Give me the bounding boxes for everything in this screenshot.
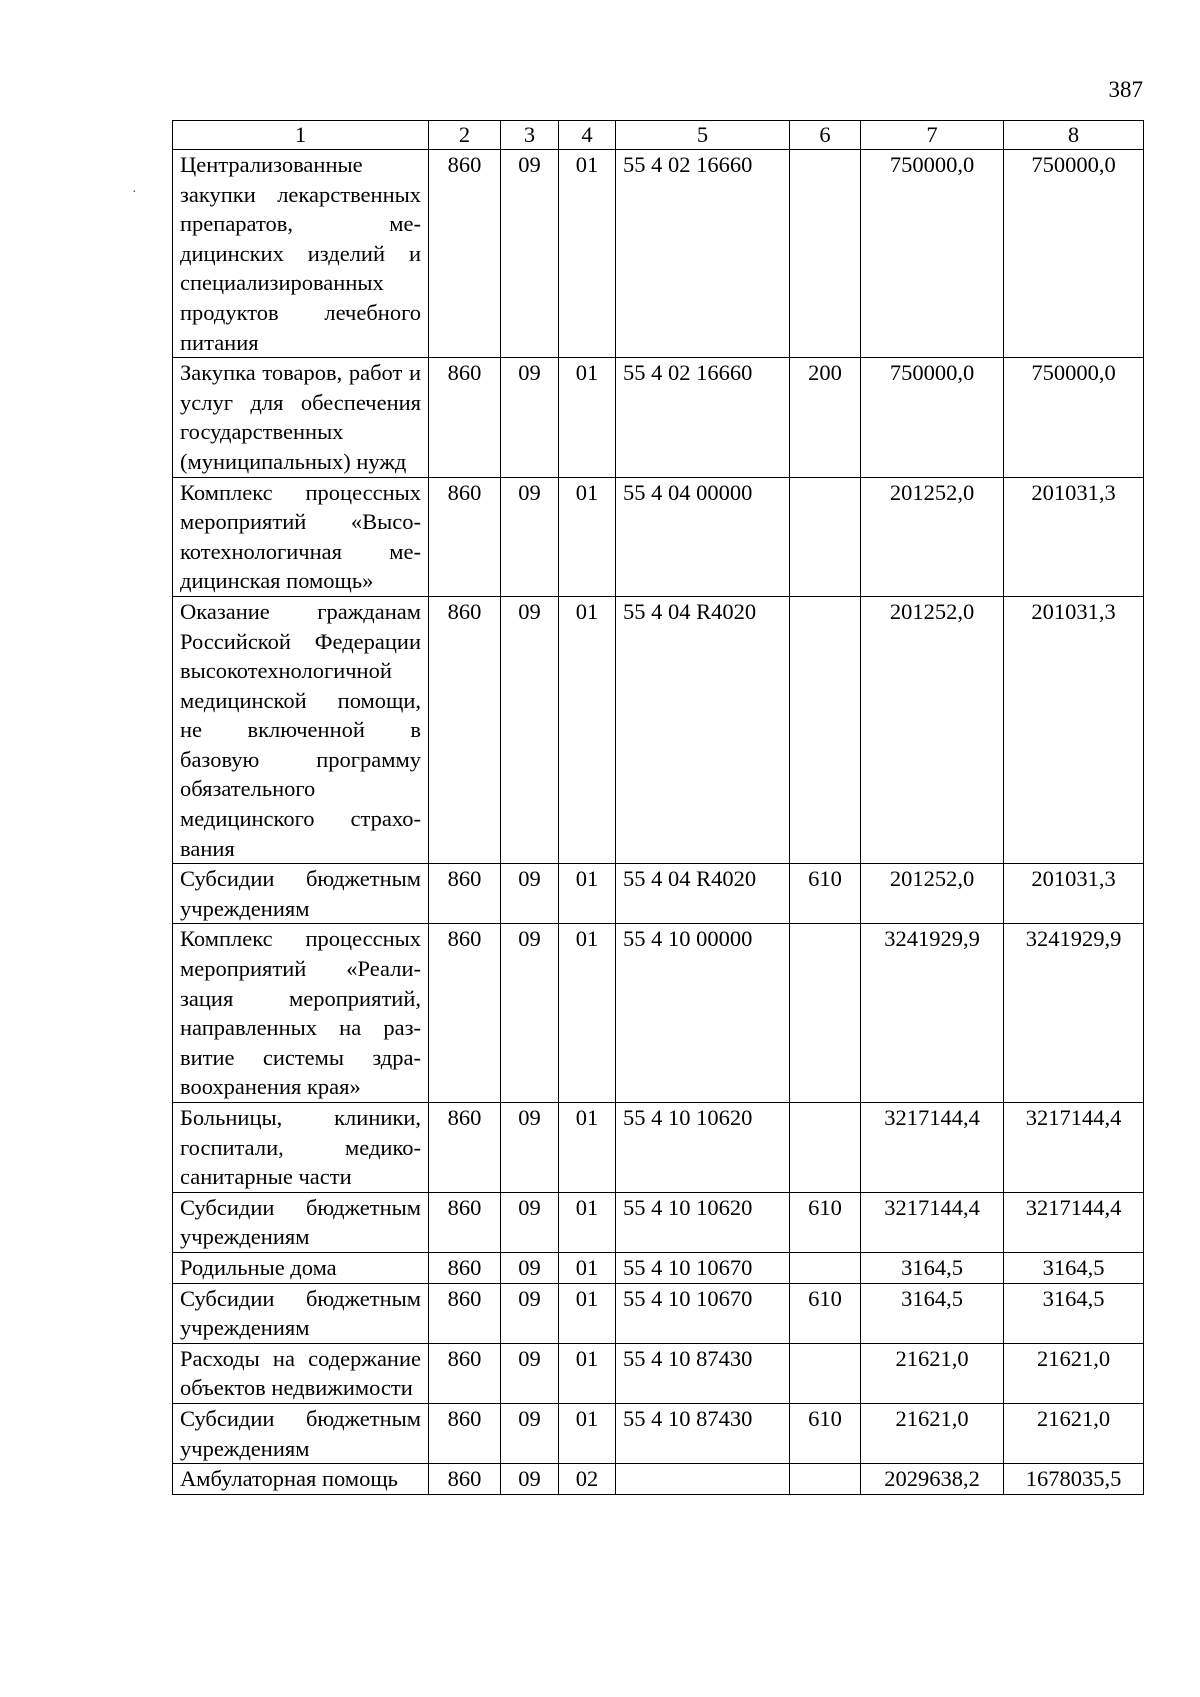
- row-subsection: 01: [559, 924, 616, 1103]
- row-expense-type: 610: [790, 1403, 861, 1463]
- row-ministry-code: 860: [429, 358, 501, 477]
- row-name: Родильные дома: [173, 1252, 429, 1283]
- row-amount-1: 3164,5: [861, 1252, 1004, 1283]
- row-expense-type: 200: [790, 358, 861, 477]
- header-col-6: 6: [790, 121, 861, 150]
- row-amount-2: 3164,5: [1004, 1283, 1144, 1343]
- budget-table: [172, 120, 1144, 1495]
- row-amount-2: 3241929,9: [1004, 924, 1144, 1103]
- row-target-article: 55 4 10 10620: [616, 1103, 790, 1193]
- row-section: 09: [501, 1192, 559, 1252]
- row-section: 09: [501, 1283, 559, 1343]
- header-col-2: 2: [429, 121, 501, 150]
- row-section: 09: [501, 1343, 559, 1403]
- header-col-1: 1: [173, 121, 429, 150]
- row-target-article: 55 4 04 R4020: [616, 864, 790, 924]
- row-ministry-code: 860: [429, 1464, 501, 1495]
- row-name: Централизованные закупки лекарственных препаратов, медицинских изделий и специализированных продуктов лечебного питания: [173, 150, 429, 358]
- row-amount-1: 3217144,4: [861, 1103, 1004, 1193]
- row-target-article: 55 4 10 10670: [616, 1252, 790, 1283]
- row-expense-type: 610: [790, 1192, 861, 1252]
- header-col-3: 3: [501, 121, 559, 150]
- row-name: Субсидии бюджетным учреждениям: [173, 864, 429, 924]
- row-amount-2: 3217144,4: [1004, 1192, 1144, 1252]
- row-amount-1: 21621,0: [861, 1343, 1004, 1403]
- row-amount-2: 3217144,4: [1004, 1103, 1144, 1193]
- row-amount-1: 750000,0: [861, 358, 1004, 477]
- row-target-article: 55 4 10 00000: [616, 924, 790, 1103]
- row-name: Субсидии бюджетным учреждениям: [173, 1192, 429, 1252]
- row-name: Расходы на содержание объектов недвижимости: [173, 1343, 429, 1403]
- row-name: Субсидии бюджетным учреждениям: [173, 1283, 429, 1343]
- row-ministry-code: 860: [429, 864, 501, 924]
- row-subsection: 01: [559, 864, 616, 924]
- row-amount-2: 21621,0: [1004, 1343, 1144, 1403]
- table-row: [173, 1192, 1144, 1252]
- row-expense-type: [790, 596, 861, 863]
- row-expense-type: [790, 477, 861, 596]
- row-subsection: 01: [559, 1283, 616, 1343]
- row-target-article: [616, 1464, 790, 1495]
- row-amount-2: 750000,0: [1004, 358, 1144, 477]
- row-expense-type: [790, 1252, 861, 1283]
- row-expense-type: 610: [790, 864, 861, 924]
- row-target-article: 55 4 10 10670: [616, 1283, 790, 1343]
- row-target-article: 55 4 02 16660: [616, 150, 790, 358]
- table-row: [173, 924, 1144, 1103]
- row-amount-2: 750000,0: [1004, 150, 1144, 358]
- row-amount-1: 201252,0: [861, 596, 1004, 863]
- row-name: Оказание гражданам Российской Федерации высокотехнологичной медицинской помощи, не включенной в базовую программу обязательного медицинского страхования: [173, 596, 429, 863]
- row-amount-1: 201252,0: [861, 864, 1004, 924]
- row-section: 09: [501, 1464, 559, 1495]
- row-section: 09: [501, 150, 559, 358]
- table-body: [173, 150, 1144, 1495]
- row-ministry-code: 860: [429, 150, 501, 358]
- row-target-article: 55 4 04 00000: [616, 477, 790, 596]
- row-target-article: 55 4 02 16660: [616, 358, 790, 477]
- row-amount-2: 201031,3: [1004, 864, 1144, 924]
- table-row: [173, 1464, 1144, 1495]
- row-section: 09: [501, 1252, 559, 1283]
- row-amount-1: 3164,5: [861, 1283, 1004, 1343]
- table-row: [173, 477, 1144, 596]
- row-target-article: 55 4 10 87430: [616, 1343, 790, 1403]
- row-amount-2: 201031,3: [1004, 596, 1144, 863]
- table-row: [173, 1103, 1144, 1193]
- row-subsection: 01: [559, 1192, 616, 1252]
- row-name: Комплекс процессных мероприятий «Высокотехнологичная медицинская помощь»: [173, 477, 429, 596]
- row-ministry-code: 860: [429, 1283, 501, 1343]
- table-row: [173, 358, 1144, 477]
- row-amount-1: 3217144,4: [861, 1192, 1004, 1252]
- row-subsection: 01: [559, 1403, 616, 1463]
- row-ministry-code: 860: [429, 477, 501, 596]
- row-amount-1: 750000,0: [861, 150, 1004, 358]
- row-target-article: 55 4 04 R4020: [616, 596, 790, 863]
- table-row: [173, 1343, 1144, 1403]
- row-section: 09: [501, 1103, 559, 1193]
- row-subsection: 01: [559, 596, 616, 863]
- row-ministry-code: 860: [429, 1103, 501, 1193]
- row-target-article: 55 4 10 10620: [616, 1192, 790, 1252]
- row-amount-2: 201031,3: [1004, 477, 1144, 596]
- row-ministry-code: 860: [429, 596, 501, 863]
- table-row: [173, 150, 1144, 358]
- row-subsection: 02: [559, 1464, 616, 1495]
- row-expense-type: [790, 1343, 861, 1403]
- row-ministry-code: 860: [429, 1252, 501, 1283]
- row-name: Амбулаторная помощь: [173, 1464, 429, 1495]
- row-ministry-code: 860: [429, 1403, 501, 1463]
- row-subsection: 01: [559, 1343, 616, 1403]
- table-row: [173, 1283, 1144, 1343]
- row-ministry-code: 860: [429, 1343, 501, 1403]
- row-name: Субсидии бюджетным учреждениям: [173, 1403, 429, 1463]
- table-row: [173, 1403, 1144, 1463]
- row-target-article: 55 4 10 87430: [616, 1403, 790, 1463]
- row-amount-1: 21621,0: [861, 1403, 1004, 1463]
- header-col-7: 7: [861, 121, 1004, 150]
- row-expense-type: 610: [790, 1283, 861, 1343]
- page-number: 387: [1108, 77, 1143, 102]
- row-subsection: 01: [559, 477, 616, 596]
- row-name: Закупка товаров, работ и услуг для обеспечения государственных (муниципальных) нужд: [173, 358, 429, 477]
- row-subsection: 01: [559, 1103, 616, 1193]
- row-amount-1: 3241929,9: [861, 924, 1004, 1103]
- header-col-8: 8: [1004, 121, 1144, 150]
- row-section: 09: [501, 358, 559, 477]
- row-section: 09: [501, 924, 559, 1103]
- row-ministry-code: 860: [429, 924, 501, 1103]
- row-subsection: 01: [559, 358, 616, 477]
- row-amount-2: 21621,0: [1004, 1403, 1144, 1463]
- row-expense-type: [790, 1103, 861, 1193]
- row-subsection: 01: [559, 150, 616, 358]
- row-section: 09: [501, 864, 559, 924]
- row-name: Комплекс процессных мероприятий «Реализация мероприятий, направленных на развитие системы здравоохранения края»: [173, 924, 429, 1103]
- row-amount-1: 201252,0: [861, 477, 1004, 596]
- header-col-4: 4: [559, 121, 616, 150]
- row-ministry-code: 860: [429, 1192, 501, 1252]
- row-expense-type: [790, 150, 861, 358]
- row-subsection: 01: [559, 1252, 616, 1283]
- row-expense-type: [790, 924, 861, 1103]
- header-row: [173, 121, 1144, 150]
- header-col-5: 5: [616, 121, 790, 150]
- row-section: 09: [501, 596, 559, 863]
- table-row: [173, 596, 1144, 863]
- row-expense-type: [790, 1464, 861, 1495]
- row-name: Больницы, клиники, госпитали, медико-санитарные части: [173, 1103, 429, 1193]
- row-section: 09: [501, 1403, 559, 1463]
- row-amount-1: 2029638,2: [861, 1464, 1004, 1495]
- table-row: [173, 864, 1144, 924]
- table-row: [173, 1252, 1144, 1283]
- row-amount-2: 3164,5: [1004, 1252, 1144, 1283]
- row-section: 09: [501, 477, 559, 596]
- row-amount-2: 1678035,5: [1004, 1464, 1144, 1495]
- stray-mark: ·: [132, 185, 137, 200]
